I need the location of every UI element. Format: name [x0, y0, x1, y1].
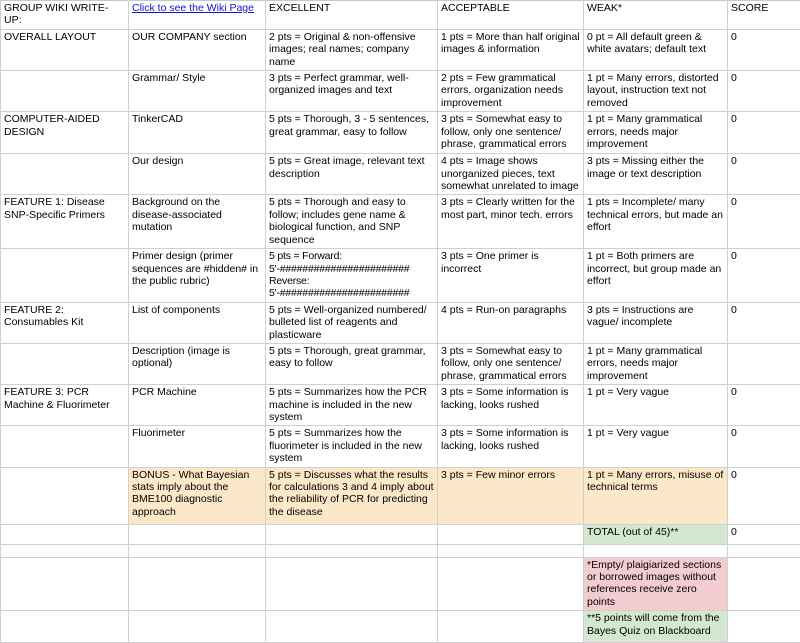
row-weak: 1 pt = Many errors, distorted layout, instruction text not removed	[584, 71, 728, 112]
table-row	[1, 249, 800, 303]
row-score[interactable]: 0	[728, 385, 800, 426]
row-weak: 1 pts = Incomplete/ many technical errors, but made an effort	[584, 195, 728, 249]
spacer-cell	[266, 544, 438, 557]
row-excellent: 3 pts = Perfect grammar, well-organized images and text	[266, 71, 438, 112]
row-excellent: 2 pts = Original & non-offensive images; real names; company name	[266, 29, 438, 70]
row-item: Fluorimeter	[129, 426, 266, 467]
row-weak: 1 pt = Both primers are incorrect, but group made an effort	[584, 249, 728, 303]
row-category: FEATURE 3: PCR Machine & Fluorimeter	[1, 385, 129, 426]
row-excellent: 5 pts = Discusses what the results for calculations 3 and 4 imply about the reliability of PCR for predicting the disease	[266, 467, 438, 524]
warning-score-empty[interactable]	[728, 557, 800, 611]
row-weak: 1 pt = Many grammatical errors, needs major improvement	[584, 112, 728, 154]
total-spacer-acceptable	[438, 524, 584, 544]
row-excellent: 5 pts = Well-organized numbered/ bulleted list of reagents and plasticware	[266, 302, 438, 343]
total-spacer-category	[1, 524, 129, 544]
row-item: PCR Machine	[129, 385, 266, 426]
row-item: Grammar/ Style	[129, 71, 266, 112]
row-weak: 1 pt = Very vague	[584, 426, 728, 467]
row-acceptable: 3 pts = Some information is lacking, looks rushed	[438, 426, 584, 467]
spacer-cell	[728, 544, 800, 557]
row-acceptable: 2 pts = Few grammatical errors, organization needs improvement	[438, 71, 584, 112]
row-weak: 3 pts = Instructions are vague/ incomplete	[584, 302, 728, 343]
row-excellent: 5 pts = Forward: 5'-####################### Reverse: 5'-#######################	[266, 249, 438, 303]
spacer-row	[1, 544, 800, 557]
bayes-spacer-excellent	[266, 611, 438, 643]
row-item: List of components	[129, 302, 266, 343]
row-category	[1, 154, 129, 195]
row-acceptable: 3 pts = Somewhat easy to follow, only one sentence/ phrase, grammatical errors	[438, 112, 584, 154]
row-category	[1, 343, 129, 384]
bayes-score-empty[interactable]	[728, 611, 800, 643]
row-acceptable: 3 pts = Somewhat easy to follow, only one sentence/ phrase, grammatical errors	[438, 343, 584, 384]
warning-row	[1, 557, 800, 611]
row-category	[1, 71, 129, 112]
row-item: TinkerCAD	[129, 112, 266, 154]
row-acceptable: 3 pts = One primer is incorrect	[438, 249, 584, 303]
row-score[interactable]: 0	[728, 29, 800, 70]
table-header-row	[1, 1, 800, 30]
row-score[interactable]: 0	[728, 467, 800, 524]
row-weak: 0 pt = All default green & white avatars; default text	[584, 29, 728, 70]
table-row	[1, 112, 800, 154]
total-label: TOTAL (out of 45)**	[584, 524, 728, 544]
row-excellent: 5 pts = Thorough, 3 - 5 sentences, great grammar, easy to follow	[266, 112, 438, 154]
bayes-note-row	[1, 611, 800, 643]
row-weak: 3 pts = Missing either the image or text description	[584, 154, 728, 195]
wiki-page-link[interactable]: Click to see the Wiki Page	[132, 2, 254, 14]
row-category	[1, 467, 129, 524]
row-score[interactable]: 0	[728, 426, 800, 467]
wiki-link-cell[interactable]	[129, 1, 266, 30]
warning-spacer-item	[129, 557, 266, 611]
row-score[interactable]: 0	[728, 71, 800, 112]
row-category: OVERALL LAYOUT	[1, 29, 129, 70]
spacer-cell	[129, 544, 266, 557]
row-score[interactable]: 0	[728, 302, 800, 343]
row-item: OUR COMPANY section	[129, 29, 266, 70]
row-score[interactable]	[728, 343, 800, 384]
column-header-weak: WEAK*	[584, 1, 728, 30]
column-header-acceptable: ACCEPTABLE	[438, 1, 584, 30]
spacer-cell	[1, 544, 129, 557]
row-acceptable: 3 pts = Clearly written for the most part, minor tech. errors	[438, 195, 584, 249]
row-weak: 1 pt = Many grammatical errors, needs major improvement	[584, 343, 728, 384]
warning-note: *Empty/ plaigiarized sections or borrowed images without references receive zero points	[584, 557, 728, 611]
row-item: Our design	[129, 154, 266, 195]
table-row	[1, 195, 800, 249]
row-score[interactable]: 0	[728, 154, 800, 195]
row-excellent: 5 pts = Great image, relevant text description	[266, 154, 438, 195]
table-row	[1, 154, 800, 195]
row-excellent: 5 pts = Thorough, great grammar, easy to follow	[266, 343, 438, 384]
table-row	[1, 302, 800, 343]
table-row	[1, 29, 800, 70]
total-spacer-excellent	[266, 524, 438, 544]
table-row	[1, 343, 800, 384]
row-excellent: 5 pts = Summarizes how the PCR machine is included in the new system	[266, 385, 438, 426]
table-row	[1, 385, 800, 426]
table-row	[1, 71, 800, 112]
doc-title-cell: GROUP WIKI WRITE-UP:	[1, 1, 129, 30]
row-acceptable: 4 pts = Image shows unorganized pieces, text somewhat unrelated to image	[438, 154, 584, 195]
bayes-spacer-acceptable	[438, 611, 584, 643]
spacer-cell	[584, 544, 728, 557]
row-item: Primer design (primer sequences are #hidden# in the public rubric)	[129, 249, 266, 303]
bayes-spacer-item	[129, 611, 266, 643]
row-item: Description (image is optional)	[129, 343, 266, 384]
warning-spacer-category	[1, 557, 129, 611]
row-category: FEATURE 2: Consumables Kit	[1, 302, 129, 343]
row-category: COMPUTER-AIDED DESIGN	[1, 112, 129, 154]
row-category: FEATURE 1: Disease SNP-Specific Primers	[1, 195, 129, 249]
row-excellent: 5 pts = Thorough and easy to follow; includes gene name & biological function, and SNP sequence	[266, 195, 438, 249]
total-row	[1, 524, 800, 544]
bayes-note: **5 points will come from the Bayes Quiz on Blackboard	[584, 611, 728, 643]
column-header-excellent: EXCELLENT	[266, 1, 438, 30]
row-score[interactable]: 0	[728, 249, 800, 303]
row-item: BONUS - What Bayesian stats imply about the BME100 diagnostic approach	[129, 467, 266, 524]
row-acceptable: 4 pts = Run-on paragraphs	[438, 302, 584, 343]
row-item: Background on the disease-associated mutation	[129, 195, 266, 249]
spacer-cell	[438, 544, 584, 557]
total-spacer-item	[129, 524, 266, 544]
row-acceptable: 3 pts = Some information is lacking, looks rushed	[438, 385, 584, 426]
table-row	[1, 426, 800, 467]
table-row	[1, 467, 800, 524]
row-category	[1, 249, 129, 303]
bayes-spacer-category	[1, 611, 129, 643]
row-weak: 1 pt = Very vague	[584, 385, 728, 426]
row-score[interactable]: 0	[728, 112, 800, 154]
column-header-score: SCORE	[728, 1, 800, 30]
row-category	[1, 426, 129, 467]
row-excellent: 5 pts = Summarizes how the fluorimeter is included in the new system	[266, 426, 438, 467]
row-score[interactable]: 0	[728, 195, 800, 249]
warning-spacer-acceptable	[438, 557, 584, 611]
row-weak: 1 pt = Many errors, misuse of technical terms	[584, 467, 728, 524]
row-acceptable: 1 pts = More than half original images & information	[438, 29, 584, 70]
row-acceptable: 3 pts = Few minor errors	[438, 467, 584, 524]
total-score[interactable]: 0	[728, 524, 800, 544]
warning-spacer-excellent	[266, 557, 438, 611]
